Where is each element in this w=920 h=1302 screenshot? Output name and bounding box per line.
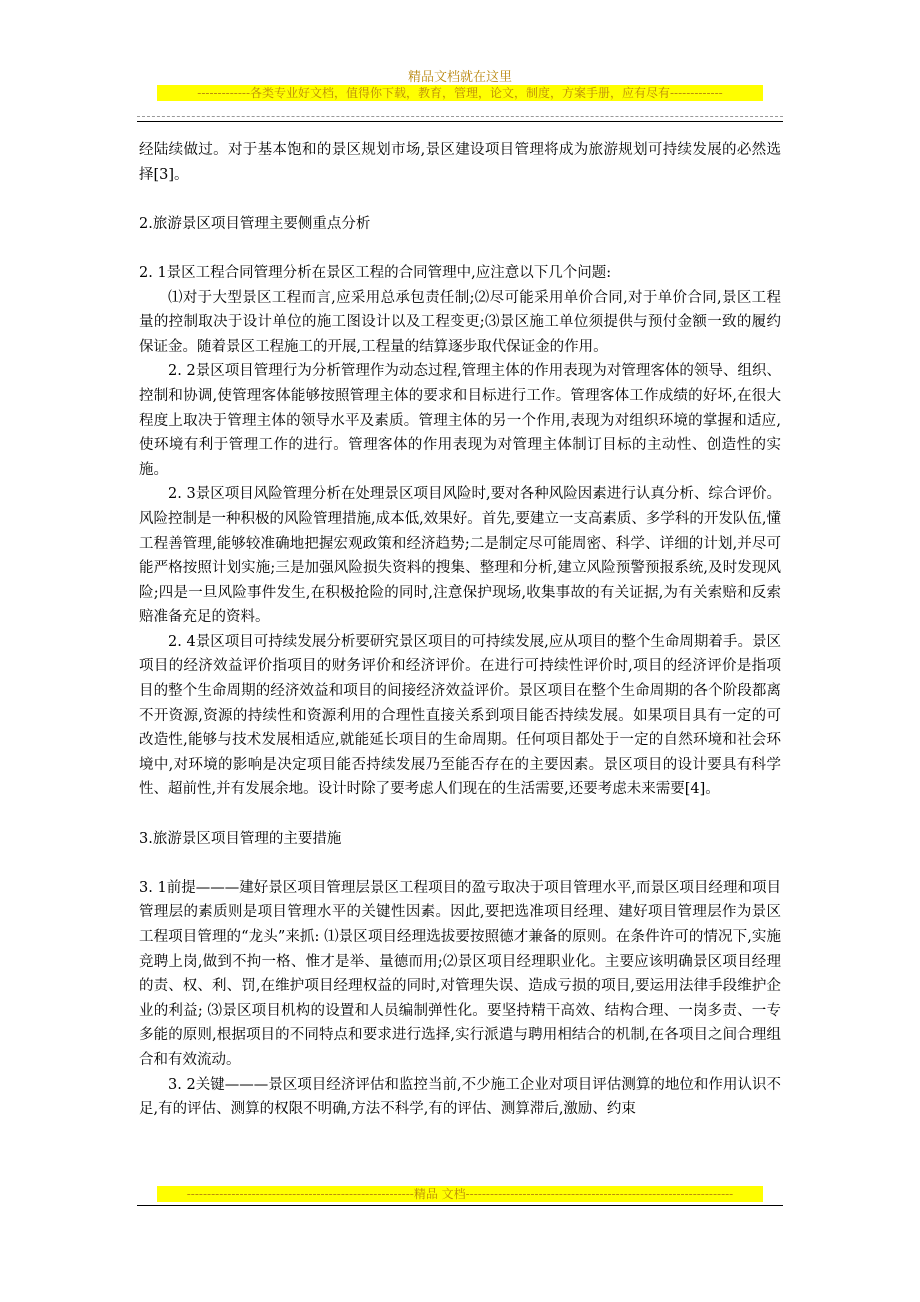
paragraph-continuation: 经陆续做过。对于基本饱和的景区规划市场,景区建设项目管理将成为旅游规划可持续发展的必然选择[3]。 [139,142,781,183]
header-title: 精品文档就在这里 [407,70,512,85]
header-banner: -------------各类专业好文档，值得你下载，教育，管理，论文，制度，方案手册，应有尽有------------- [157,85,763,101]
section-heading-3: 3.旅游景区项目管理的主要措施 [139,830,342,847]
subsection-2-1: 2. 1景区工程合同管理分析在景区工程的合同管理中,应注意以下几个问题: [139,264,612,281]
subsection-2-3: 2. 3景区项目风险管理分析在处理景区项目风险时,要对各种风险因素进行认真分析、综合评价。风险控制是一种积极的风险管理措施,成本低,效果好。首先,要建立一支高素质、多学科的开发队伍,懂工程善管理,能够较准确地把握宏观政策和经济趋势;二是制定尽可能周密、科学、详细的计划,并尽可能严格按照计划实施;三是加强风险损失资料的搜集、整理和分析,建立风险预警预报系统,及时发现风险;四是一旦风险事件发生,在积极抢险的同时,注意保护现场,收集事故的有关证据,为有关索赔和反索赔准备充足的资料。 [139,486,781,626]
footer-banner: --------------------------------------------------------精品 文档------------------------------------------------------------------ [157,1186,763,1202]
header-rule [137,121,783,122]
subsection-2-4: 2. 4景区项目可持续发展分析要研究景区项目的可持续发展,应从项目的整个生命周期着手。景区项目的经济效益评价指项目的财务评价和经济评价。在进行可持续性评价时,项目的经济评价是指项目的整个生命周期的经济效益和项目的间接经济效益评价。景区项目在整个生命周期的各个阶段都离不开资源,资源的持续性和资源利用的合理性直接关系到项目能否持续发展。如果项目具有一定的可改造性,能够与技术发展相适应,就能延长项目的生命周期。任何项目都处于一定的自然环境和社会环境中,对环境的影响是决定项目能否持续发展乃至能否存在的主要因素。景区项目的设计要具有科学性、超前性,并有发展余地。设计时除了要考虑人们现在的生活需要,还要考虑未来需要[4]。 [139,633,781,798]
subsection-2-1-body: ⑴对于大型景区工程而言,应采用总承包责任制;⑵尽可能采用单价合同,对于单价合同,景区工程量的控制取决于设计单位的施工图设计以及工程变更;⑶景区施工单位须提供与预付金额一致的履约保证金。随着景区工程施工的开展,工程量的结算逐步取代保证金的作用。 [139,289,781,355]
subsection-2-2: 2. 2景区项目管理行为分析管理作为动态过程,管理主体的作用表现为对管理客体的领导、组织、控制和协调,使管理客体能够按照管理主体的要求和目标进行工作。管理客体工作成绩的好坏,在很大程度上取决于管理主体的领导水平及素质。管理主体的另一个作用,表现为对组织环境的掌握和适应,使环境有利于管理工作的进行。管理客体的作用表现为对管理主体制订目标的主动性、创造性的实施。 [139,363,781,478]
header-dashed-rule [137,104,783,117]
footer-rule [137,1205,783,1206]
subsection-3-1: 3. 1前提———建好景区项目管理层景区工程项目的盈亏取决于项目管理水平,而景区项目经理和项目管理层的素质则是项目管理水平的关键性因素。因此,要把选准项目经理、建好项目管理层作为景区工程项目管理的“龙头”来抓: ⑴景区项目经理选拔要按照德才兼备的原则。在条件许可的情况下,实施竞聘上岗,做到不拘一格、惟才是举、量德而用;⑵景区项目经理职业化。主要应该明确景区项目经理的责、权、利、罚,在维护项目经理权益的同时,对管理失误、造成亏损的项目,要运用法律手段维护企业的利益; ⑶景区项目机构的设置和人员编制弹性化。要坚持精干高效、结构合理、一岗多责、一专多能的原则,根据项目的不同特点和要求进行选择,实行派遣与聘用相结合的机制,在各项目之间合理组合和有效流动。 [139,879,781,1068]
section-heading-2: 2.旅游景区项目管理主要侧重点分析 [139,215,371,232]
document-body [139,138,781,1122]
subsection-3-2: 3. 2关键———景区项目经济评估和监控当前,不少施工企业对项目评估测算的地位和作用认识不足,有的评估、测算的权限不明确,方法不科学,有的评估、测算滞后,激励、约束 [139,1076,781,1118]
